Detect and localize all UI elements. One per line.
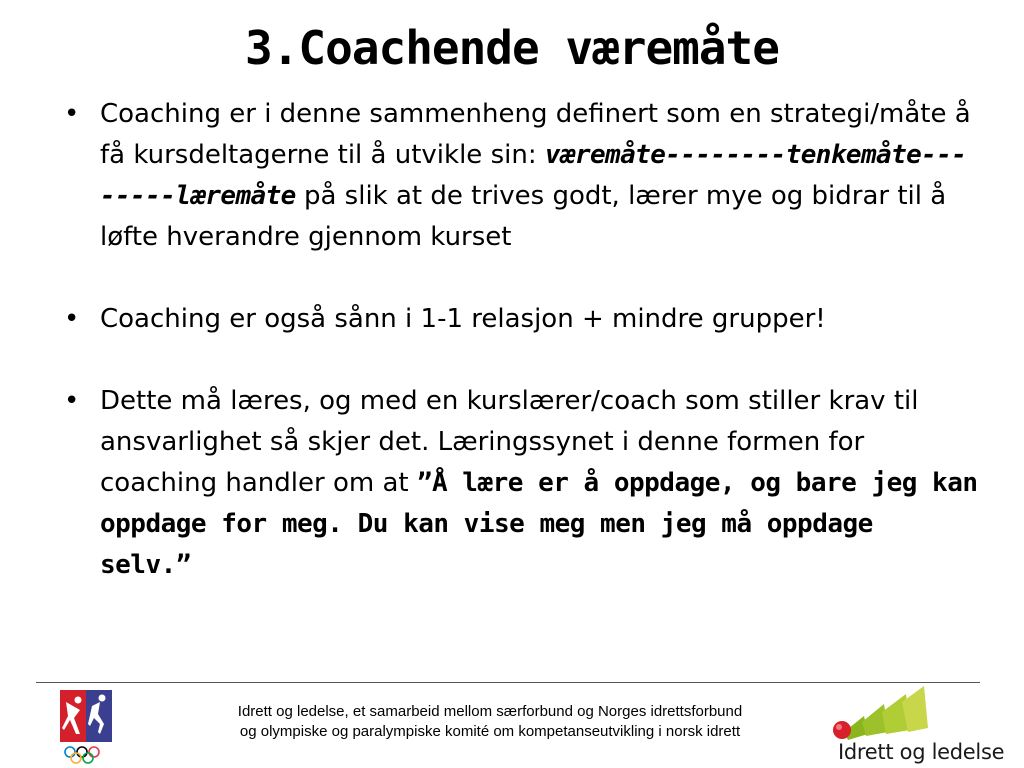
logo-red-ball-highlight	[836, 724, 842, 730]
bullet-quote: ”Å lære er å oppdage, og bare jeg kan oppdage for meg. Du kan vise meg men jeg må oppdage selv.”	[100, 468, 978, 580]
bullet-text: Coaching er også sånn i 1-1 relasjon + mindre grupper!	[100, 304, 826, 334]
bullet-text: Coaching er i denne sammenheng definert som en strategi/måte å få kursdeltagerne til å utvikle sin:	[100, 99, 971, 170]
bullet-item-one-to-one	[58, 299, 978, 340]
bullet-marker: •	[64, 304, 80, 334]
bullet-text: Dette må læres, og med en kurslærer/coach som stiller krav til ansvarlighet så skjer det. Læringssynet i denne formen for coaching handler om at	[100, 386, 919, 498]
olympic-rings-icon	[65, 747, 99, 763]
footer-text	[150, 702, 830, 742]
footer-line-1: Idrett og ledelse, et samarbeid mellom særforbund og Norges idrettsforbund	[237, 703, 743, 720]
logo-caption: Idrett og ledelse	[838, 740, 1005, 764]
bullet-list	[58, 94, 978, 586]
logo-figure-right-head	[99, 695, 106, 702]
bullet-marker: •	[64, 99, 80, 129]
slide-title: 3.Coachende væremåte	[245, 21, 779, 75]
logo-figure-left-head	[75, 697, 82, 704]
bullet-item-learning-view	[58, 381, 978, 586]
bullet-text-continued: på slik at de trives godt, lærer mye og bidrar til å løfte hverandre gjennom kurset	[100, 181, 947, 252]
footer-line-2: og olympiske og paralympiske komité om kompetanseutvikling i norsk idrett	[239, 723, 741, 740]
bullet-emphasis: væremåte--------tenkemåte--------læremåte	[100, 140, 967, 211]
sports-federation-logo	[56, 688, 116, 766]
logo-red-ball	[833, 721, 851, 739]
bullet-item-coaching-definition	[58, 94, 978, 258]
bullet-marker: •	[64, 386, 80, 416]
